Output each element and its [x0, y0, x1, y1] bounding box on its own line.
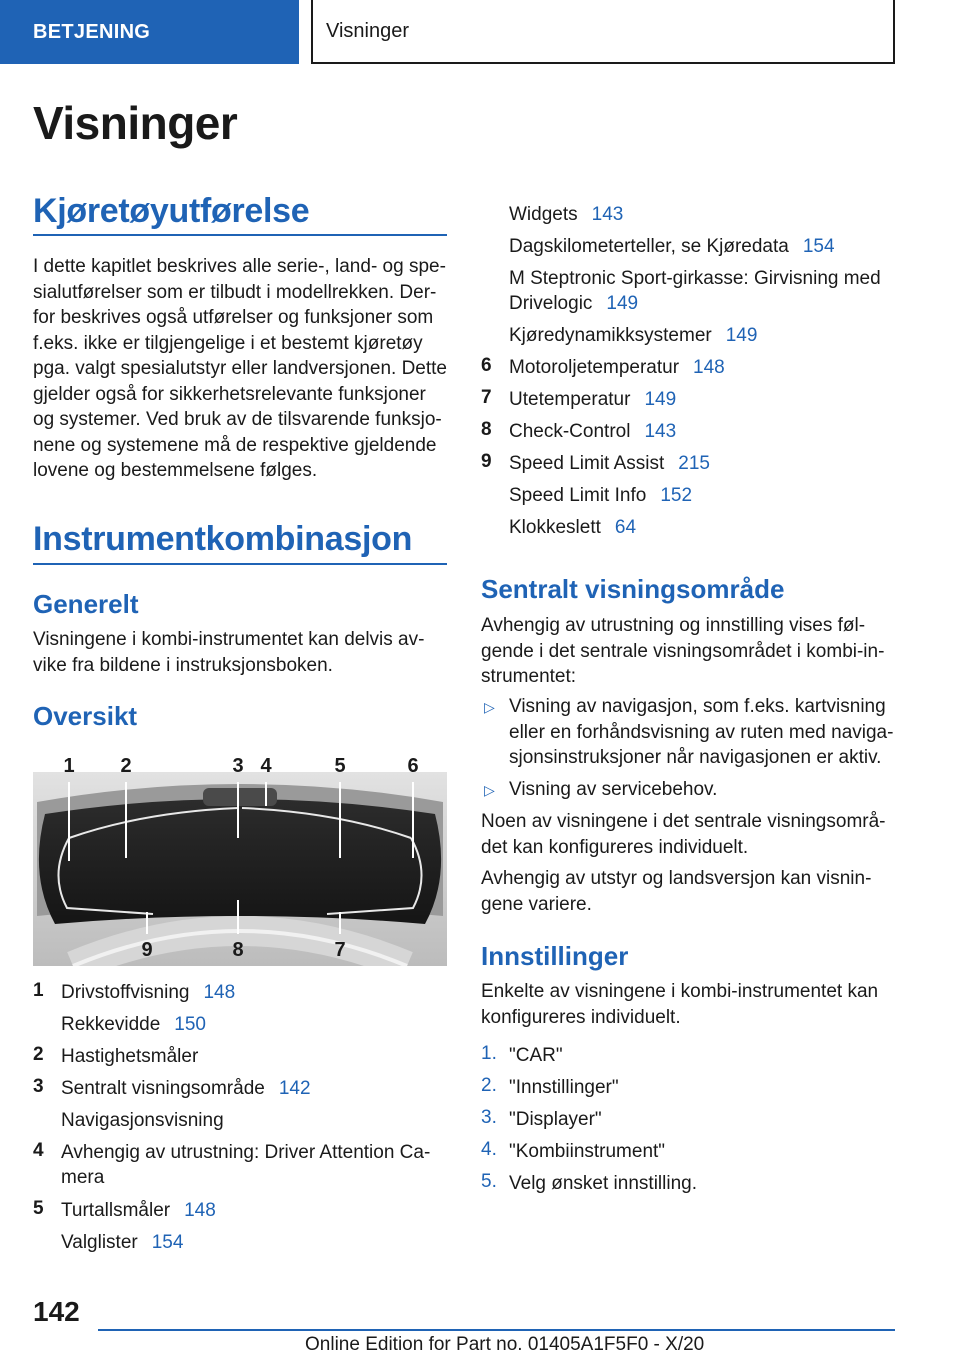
settings-paragraph [481, 979, 921, 1030]
heading-overview: Oversikt [33, 701, 138, 731]
legend-text: Kjøredynamikksystemer [509, 325, 712, 346]
text-line: Noen av visningene i det sentrale visningsområ- [481, 811, 886, 832]
bullet-triangle-icon: ▷ [484, 782, 495, 798]
general-paragraph [33, 627, 453, 678]
text-line: gjelder også for sikkerhetsrelevante funksjoner [33, 383, 426, 405]
page-ref-link[interactable]: 149 [606, 293, 639, 314]
text-line: I dette kapitlet beskrives alle serie-, land- og spe- [33, 256, 446, 277]
text-line: lovene og bestemmelsene følges. [33, 460, 318, 481]
legend-text: Sentralt visningsområde [61, 1078, 265, 1099]
text-line: strumentet: [481, 666, 577, 687]
text-line: Enkelte av visningene i kombi-instrumentet kan [481, 981, 879, 1002]
page-ref-link[interactable]: 149 [644, 389, 677, 410]
legend-text: Navigasjonsvisning [61, 1110, 224, 1131]
text-line: Avhengig av utrustning og innstilling vises føl- [481, 615, 866, 636]
legend-item [509, 202, 623, 227]
callout-9: 9 [141, 939, 153, 961]
legend-text: Speed Limit Assist [509, 453, 665, 474]
page-ref-link[interactable]: 152 [660, 485, 693, 506]
legend-item [509, 355, 725, 380]
legend-number: 2 [33, 1044, 44, 1065]
footer-edition: Online Edition for Part no. 01405A1F5F0 - X/20 [305, 1334, 705, 1355]
legend-text: Motoroljetemperatur [509, 357, 680, 378]
callout-7: 7 [334, 939, 346, 961]
step-number: 3. [481, 1107, 497, 1128]
legend-text: Drivstoffvisning [61, 982, 190, 1003]
step-number: 2. [481, 1075, 497, 1096]
callout-8: 8 [232, 939, 244, 961]
legend-item [61, 1012, 206, 1037]
page-number: 142 [33, 1296, 80, 1327]
legend-item [509, 387, 676, 412]
step-text: "CAR" [509, 1045, 563, 1066]
legend-text: Avhengig av utrustning: Driver Attention Ca- [61, 1142, 431, 1163]
legend-item [509, 451, 710, 476]
callout-5: 5 [334, 755, 346, 777]
text-line: gende i det sentrale visningsområdet i kombi-in- [481, 640, 885, 662]
variation-paragraph [481, 866, 921, 917]
configure-paragraph [481, 809, 921, 860]
text-line: sialutførelser som er tilbudt i modellrekken. Der- [33, 281, 437, 303]
legend-item [509, 291, 638, 316]
legend-item [61, 1140, 430, 1165]
callout-3: 3 [232, 755, 244, 777]
legend-number: 5 [33, 1198, 44, 1219]
text-line: pga. valgt spesialutstyr eller landversjonen. Dette [33, 358, 448, 379]
heading-general: Generelt [33, 589, 139, 619]
step-text: "Innstillinger" [509, 1077, 619, 1098]
instrument-cluster-illustration [33, 746, 447, 966]
heading-rule [33, 563, 447, 565]
legend-number: 3 [33, 1076, 44, 1097]
bullet-triangle-icon: ▷ [484, 699, 495, 715]
step-text: "Displayer" [509, 1109, 602, 1130]
page-ref-link[interactable]: 143 [591, 204, 624, 225]
legend-number: 1 [33, 980, 44, 1001]
legend-item [61, 1165, 104, 1190]
page-ref-link[interactable]: 148 [203, 982, 236, 1003]
callout-6: 6 [407, 755, 419, 777]
heading-vehicle: Kjøretøyutførelse [33, 192, 310, 230]
step-number: 5. [481, 1171, 497, 1192]
chapter-frame [311, 0, 895, 64]
step-number: 1. [481, 1043, 497, 1064]
callout-2: 2 [120, 755, 132, 777]
text-line: vike fra bildene i instruksjonsboken. [33, 654, 333, 676]
section-label: BETJENING [33, 20, 151, 43]
text-line: Avhengig av utstyr og landsversjon kan visnin- [481, 868, 872, 889]
text-line: sjonsinstruksjoner når navigasjonen er aktiv. [509, 747, 882, 768]
text-line: Visning av navigasjon, som f.eks. kartvisning [509, 696, 886, 717]
text-line: eller en forhåndsvisning av ruten med naviga- [509, 721, 894, 743]
legend-item [61, 1076, 311, 1101]
text-line: f.eks. ikke er tilgjengelige i et bestemt kjøretøy [33, 332, 423, 354]
legend-text: Speed Limit Info [509, 485, 647, 506]
footer-rule [98, 1329, 895, 1331]
text-line: nene og systemene må de respektive gjeldende [33, 434, 437, 456]
legend-text: Dagskilometerteller, se Kjøredata [509, 236, 789, 257]
bullet-item [509, 694, 929, 771]
legend-text: Check-Control [509, 421, 631, 442]
text-line: gene variere. [481, 893, 592, 915]
legend-number: 6 [481, 355, 492, 376]
callout-1: 1 [63, 755, 75, 777]
heading-central-display: Sentralt visningsområde [481, 574, 785, 604]
legend-text: Hastighetsmåler [61, 1046, 199, 1067]
page-ref-link[interactable]: 215 [678, 453, 710, 474]
legend-text: Utetemperatur [509, 389, 631, 410]
instrument-cluster-image [33, 746, 447, 966]
text-line: Visningene i kombi-instrumentet kan delvis av- [33, 629, 425, 650]
legend-item [509, 419, 676, 444]
legend-text: Drivelogic [509, 293, 593, 314]
page-ref-link[interactable]: 148 [693, 357, 725, 378]
legend-item [61, 980, 235, 1005]
vehicle-paragraph [33, 254, 453, 484]
central-paragraph [481, 613, 921, 690]
legend-text: Widgets [509, 204, 578, 225]
heading-settings: Innstillinger [481, 941, 629, 971]
legend-number: 4 [33, 1140, 44, 1161]
callout-4: 4 [260, 755, 272, 777]
legend-item [509, 266, 881, 291]
legend-text: Rekkevidde [61, 1014, 161, 1035]
legend-text: M Steptronic Sport-girkasse: Girvisning med [509, 268, 881, 289]
legend-number: 8 [481, 419, 492, 440]
section-tab [0, 0, 299, 64]
chapter-label: Visninger [326, 19, 410, 42]
text-line: Visning av servicebehov. [509, 779, 718, 800]
page-ref-link[interactable]: 149 [725, 325, 758, 346]
legend-item [509, 515, 636, 540]
page-ref-link[interactable]: 143 [644, 421, 677, 442]
step-number: 4. [481, 1139, 497, 1160]
text-line: konfigureres individuelt. [481, 1006, 681, 1028]
bullet-item [509, 777, 929, 803]
page-ref-link[interactable]: 154 [802, 236, 835, 257]
page-ref-link[interactable]: 142 [278, 1078, 311, 1099]
heading-rule [33, 234, 447, 236]
legend-item [61, 1108, 224, 1133]
heading-cluster: Instrumentkombinasjon [33, 520, 413, 558]
text-line: og systemer. Ved bruk av de tilsvarende funksjo- [33, 409, 442, 430]
page-title: Visninger [33, 97, 238, 149]
step-text: Velg ønsket innstilling. [509, 1173, 697, 1194]
page-ref-link[interactable]: 148 [184, 1200, 216, 1221]
legend-text: Klokkeslett [509, 517, 601, 538]
page-ref-link[interactable]: 150 [174, 1014, 206, 1035]
legend-item [61, 1230, 183, 1255]
legend-item [509, 483, 692, 508]
legend-text: Valglister [61, 1232, 138, 1253]
text-line: det kan konfigureres individuelt. [481, 836, 749, 858]
page-ref-link[interactable]: 154 [151, 1232, 184, 1253]
page-ref-link[interactable]: 64 [614, 517, 637, 538]
legend-number: 7 [481, 387, 492, 408]
legend-item [61, 1044, 198, 1069]
legend-item [61, 1198, 216, 1223]
legend-number: 9 [481, 451, 492, 472]
legend-item [509, 234, 835, 259]
legend-text: Turtallsmåler [61, 1200, 171, 1221]
legend-item [509, 323, 757, 348]
legend-text: mera [61, 1167, 105, 1188]
step-text: "Kombiinstrument" [509, 1141, 666, 1162]
text-line: for beskrives også utførelser og funksjoner som [33, 307, 434, 328]
